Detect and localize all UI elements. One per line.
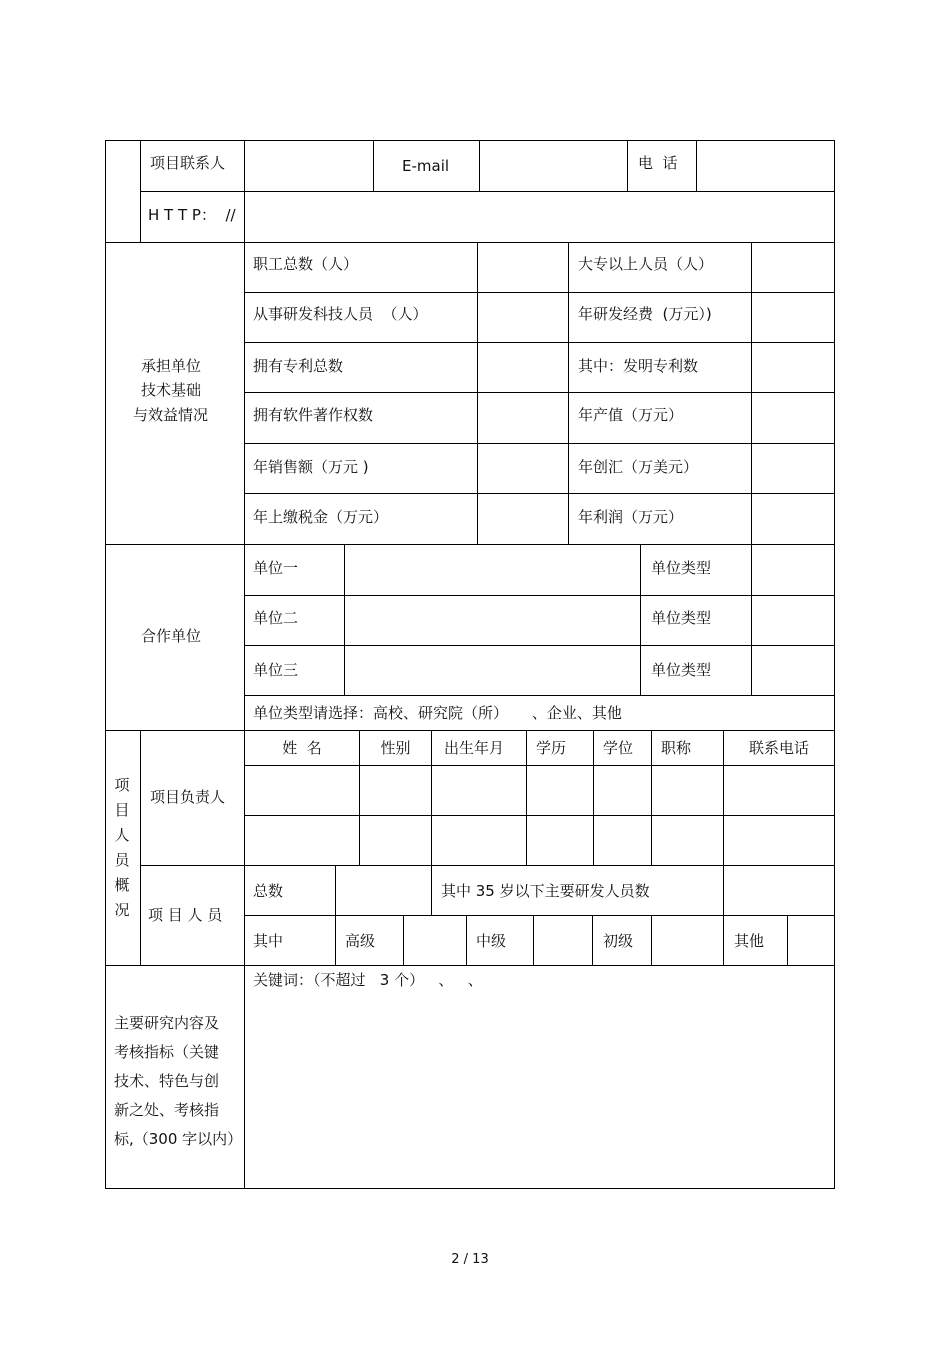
rule	[651, 915, 652, 965]
members-label: 项 目 人 员	[148, 906, 223, 924]
leader-row-2[interactable]	[246, 817, 833, 864]
sales-field[interactable]	[479, 445, 567, 492]
header-gender: 性别	[380, 739, 411, 757]
rule	[431, 865, 432, 915]
rule	[568, 242, 569, 544]
rule	[244, 342, 835, 343]
email-field[interactable]	[481, 142, 626, 190]
rule	[244, 392, 835, 393]
unit1-type-field[interactable]	[753, 546, 833, 594]
research-label-line: 主要研究内容及	[114, 1014, 220, 1032]
rule	[627, 140, 628, 191]
rule	[105, 730, 835, 731]
leader-label: 项目负责人	[150, 788, 226, 806]
invention-patents-label: 其中：发明专利数	[578, 357, 699, 375]
rule	[244, 695, 835, 696]
phone-label: 电 话	[638, 154, 678, 172]
partners-section-label: 合作单位	[141, 627, 202, 645]
header-degree: 学位	[602, 739, 633, 757]
total-field[interactable]	[337, 867, 430, 914]
output-value-field[interactable]	[753, 394, 833, 442]
rd-staff-field[interactable]	[479, 294, 567, 341]
research-label-line: 新之处、考核指	[114, 1101, 220, 1119]
research-content-field[interactable]	[246, 994, 833, 1186]
research-label-line: 标,（300 字以内）	[114, 1130, 243, 1148]
rule	[244, 595, 835, 596]
unit2-label: 单位二	[253, 609, 299, 627]
header-education: 学历	[535, 739, 566, 757]
research-label-line: 技术、特色与创	[114, 1072, 220, 1090]
software-copyrights-field[interactable]	[479, 394, 567, 442]
rule	[244, 815, 835, 816]
http-label: H T T P： //	[148, 206, 236, 224]
senior-label: 高级	[345, 932, 376, 950]
college-staff-label: 大专以上人员（人）	[578, 255, 714, 273]
rule	[140, 140, 141, 242]
output-value-label: 年产值（万元）	[578, 406, 684, 424]
basis-section-label: 承担单位	[141, 357, 202, 375]
contact-name-field[interactable]	[246, 142, 372, 190]
taxes-field[interactable]	[479, 495, 567, 543]
unit2-type-field[interactable]	[753, 597, 833, 644]
keywords-label: 关键词：（不超过 3 个） 、 、	[253, 971, 483, 989]
staff-total-field[interactable]	[479, 244, 567, 291]
rule	[105, 544, 835, 545]
unit1-field[interactable]	[346, 546, 639, 594]
middle-label: 中级	[476, 932, 507, 950]
unit3-type-label: 单位类型	[651, 661, 712, 679]
software-copyrights-label: 拥有软件著作权数	[253, 406, 374, 424]
header-title: 职称	[660, 739, 691, 757]
patents-total-field[interactable]	[479, 344, 567, 391]
rule	[592, 915, 593, 965]
under35-field[interactable]	[725, 867, 833, 914]
rule	[244, 493, 835, 494]
rule	[787, 915, 788, 965]
taxes-label: 年上缴税金（万元）	[253, 508, 389, 526]
rd-funding-field[interactable]	[753, 294, 833, 341]
research-label-line: 考核指标（关键	[114, 1043, 220, 1061]
junior-label: 初级	[603, 932, 634, 950]
email-label: E-mail	[402, 157, 450, 175]
unit3-label: 单位三	[253, 661, 299, 679]
rule	[105, 242, 835, 243]
unit-type-note: 单位类型请选择：高校、研究院（所） 、企业、其他	[253, 704, 622, 722]
unit3-type-field[interactable]	[753, 647, 833, 694]
header-phone: 联系电话	[748, 739, 809, 757]
basis-section-label: 技术基础	[141, 381, 202, 399]
basis-section-label: 与效益情况	[133, 406, 209, 424]
senior-field[interactable]	[405, 917, 465, 964]
sales-label: 年销售额（万元 )	[253, 458, 369, 476]
rule	[751, 242, 752, 544]
rule	[403, 915, 404, 965]
profit-field[interactable]	[753, 495, 833, 543]
rule	[533, 915, 534, 965]
rule	[344, 544, 345, 695]
rule	[140, 730, 141, 965]
rule	[466, 915, 467, 965]
junior-field[interactable]	[653, 917, 722, 964]
patents-total-label: 拥有专利总数	[253, 357, 344, 375]
unit1-type-label: 单位类型	[651, 559, 712, 577]
other-label: 其他	[734, 932, 765, 950]
rule	[105, 140, 106, 1189]
other-field[interactable]	[789, 917, 833, 964]
header-birth: 出生年月	[443, 739, 504, 757]
http-field[interactable]	[246, 193, 833, 241]
rule	[640, 544, 641, 695]
rule	[244, 443, 835, 444]
forex-field[interactable]	[753, 445, 833, 492]
rule	[105, 140, 835, 141]
rule	[373, 140, 374, 191]
unit3-field[interactable]	[346, 647, 639, 694]
unit2-type-label: 单位类型	[651, 609, 712, 627]
rule	[244, 292, 835, 293]
invention-patents-field[interactable]	[753, 344, 833, 391]
rule	[244, 140, 245, 1189]
forex-label: 年创汇（万美元）	[578, 458, 699, 476]
rd-funding-label: 年研发经费 (万元）)	[578, 305, 712, 323]
leader-row-1[interactable]	[246, 767, 833, 814]
rule	[244, 645, 835, 646]
middle-field[interactable]	[535, 917, 591, 964]
phone-field[interactable]	[698, 142, 833, 190]
unit2-field[interactable]	[346, 597, 639, 644]
rule	[477, 242, 478, 544]
of-which-label: 其中	[253, 932, 284, 950]
header-name: 姓 名	[282, 739, 322, 757]
rule	[834, 140, 835, 1189]
rule	[244, 915, 835, 916]
rule	[244, 765, 835, 766]
rule	[479, 140, 480, 191]
staff-total-label: 职工总数（人）	[253, 255, 359, 273]
rd-staff-label: 从事研发科技人员 （人）	[253, 305, 428, 323]
personnel-section-label: 项目人员概况	[114, 776, 130, 919]
total-label: 总数	[253, 882, 284, 900]
rule	[105, 1188, 835, 1189]
page-number: 2 / 13	[451, 1252, 489, 1267]
under35-label: 其中 35 岁以下主要研发人员数	[441, 882, 650, 900]
rule	[105, 965, 835, 966]
college-staff-field[interactable]	[753, 244, 833, 291]
rule	[751, 544, 752, 695]
contact-label: 项目联系人	[150, 154, 226, 172]
rule	[696, 140, 697, 191]
profit-label: 年利润（万元）	[578, 508, 684, 526]
rule	[335, 865, 336, 965]
unit1-label: 单位一	[253, 559, 299, 577]
